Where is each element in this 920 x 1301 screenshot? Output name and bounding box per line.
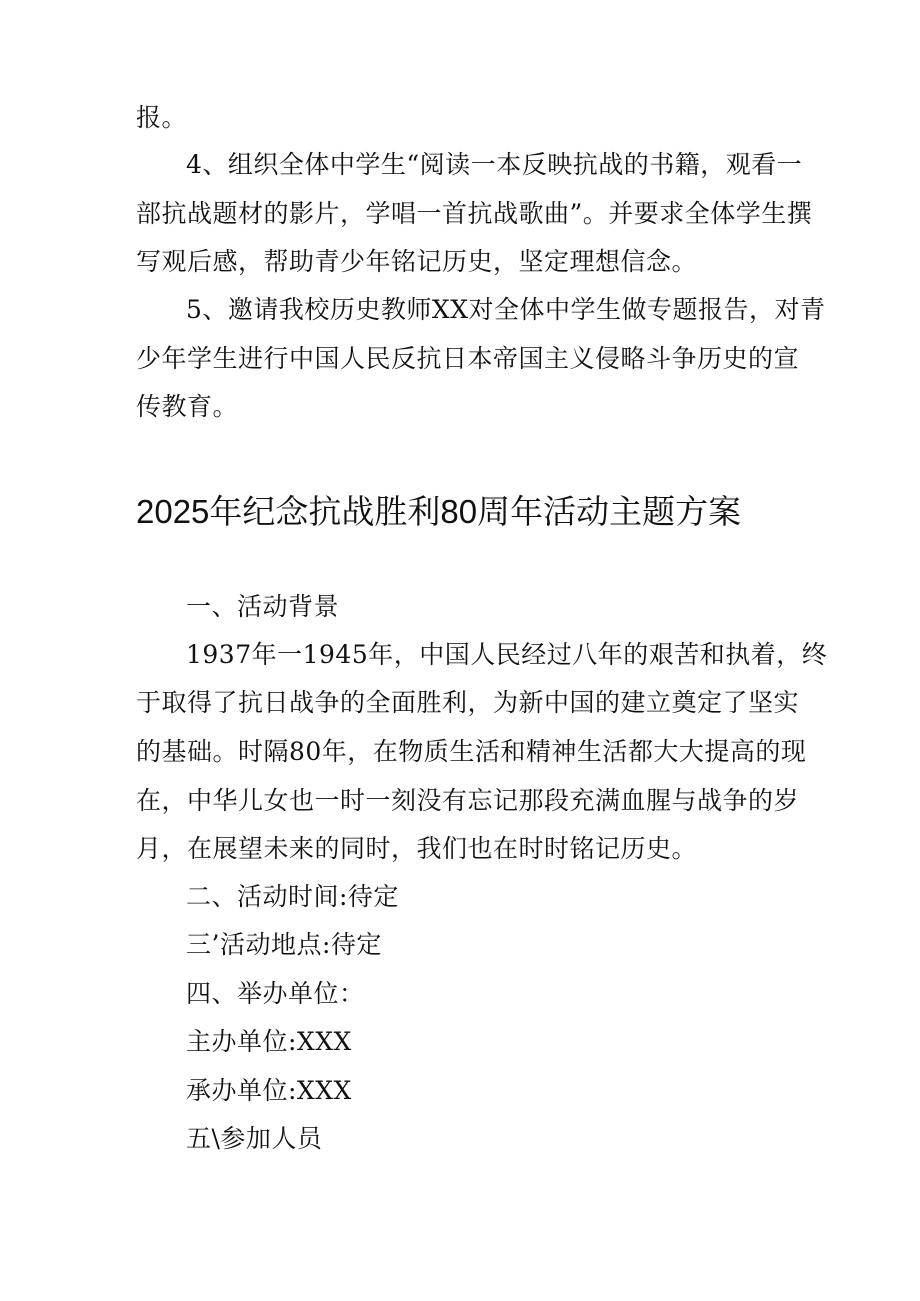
paragraph-line: 月，在展望未来的同时，我们也在时时铭记历史。	[136, 834, 698, 863]
host-unit: 主办单位:XXX	[186, 1027, 352, 1056]
paragraph-line: 5、邀请我校历史教师XX对全体中学生做专题报告，对青	[186, 295, 826, 324]
section-heading-organizers: 四、举办单位：	[186, 979, 365, 1008]
paragraph-line: 在，中华儿女也一时一刻没有忘记那段充满血腥与战争的岁	[136, 786, 800, 815]
paragraph-line: 4、组织全体中学生“阅读一本反映抗战的书籍，观看一	[186, 150, 803, 179]
section-heading-time: 二、活动时间:待定	[186, 882, 399, 911]
paragraph-line: 于取得了抗日战争的全面胜利，为新中国的建立奠定了坚实	[136, 688, 800, 717]
paragraph-line: 1937年一1945年，中国人民经过八年的艰苦和执着，终	[186, 640, 828, 669]
paragraph-line: 少年学生进行中国人民反抗日本帝国主义侵略斗争历史的宣	[136, 344, 800, 373]
paragraph-line: 部抗战题材的影片，学唱一首抗战歌曲”。并要求全体学生撰	[136, 199, 813, 228]
section-heading-background: 一、活动背景	[186, 592, 340, 621]
document-title: 2025年纪念抗战胜利80周年活动主题方案	[136, 493, 742, 530]
co-host-unit: 承办单位:XXX	[186, 1076, 352, 1105]
paragraph-line: 报。	[136, 103, 188, 132]
paragraph-line: 写观后感，帮助青少年铭记历史，坚定理想信念。	[136, 247, 698, 276]
section-heading-location: 三’活动地点:待定	[186, 930, 382, 959]
paragraph-line: 的基础。时隔80年，在物质生活和精神生活都大大提高的现	[136, 737, 807, 766]
paragraph-line: 传教育。	[136, 392, 239, 421]
section-heading-participants: 五\参加人员	[186, 1124, 323, 1153]
